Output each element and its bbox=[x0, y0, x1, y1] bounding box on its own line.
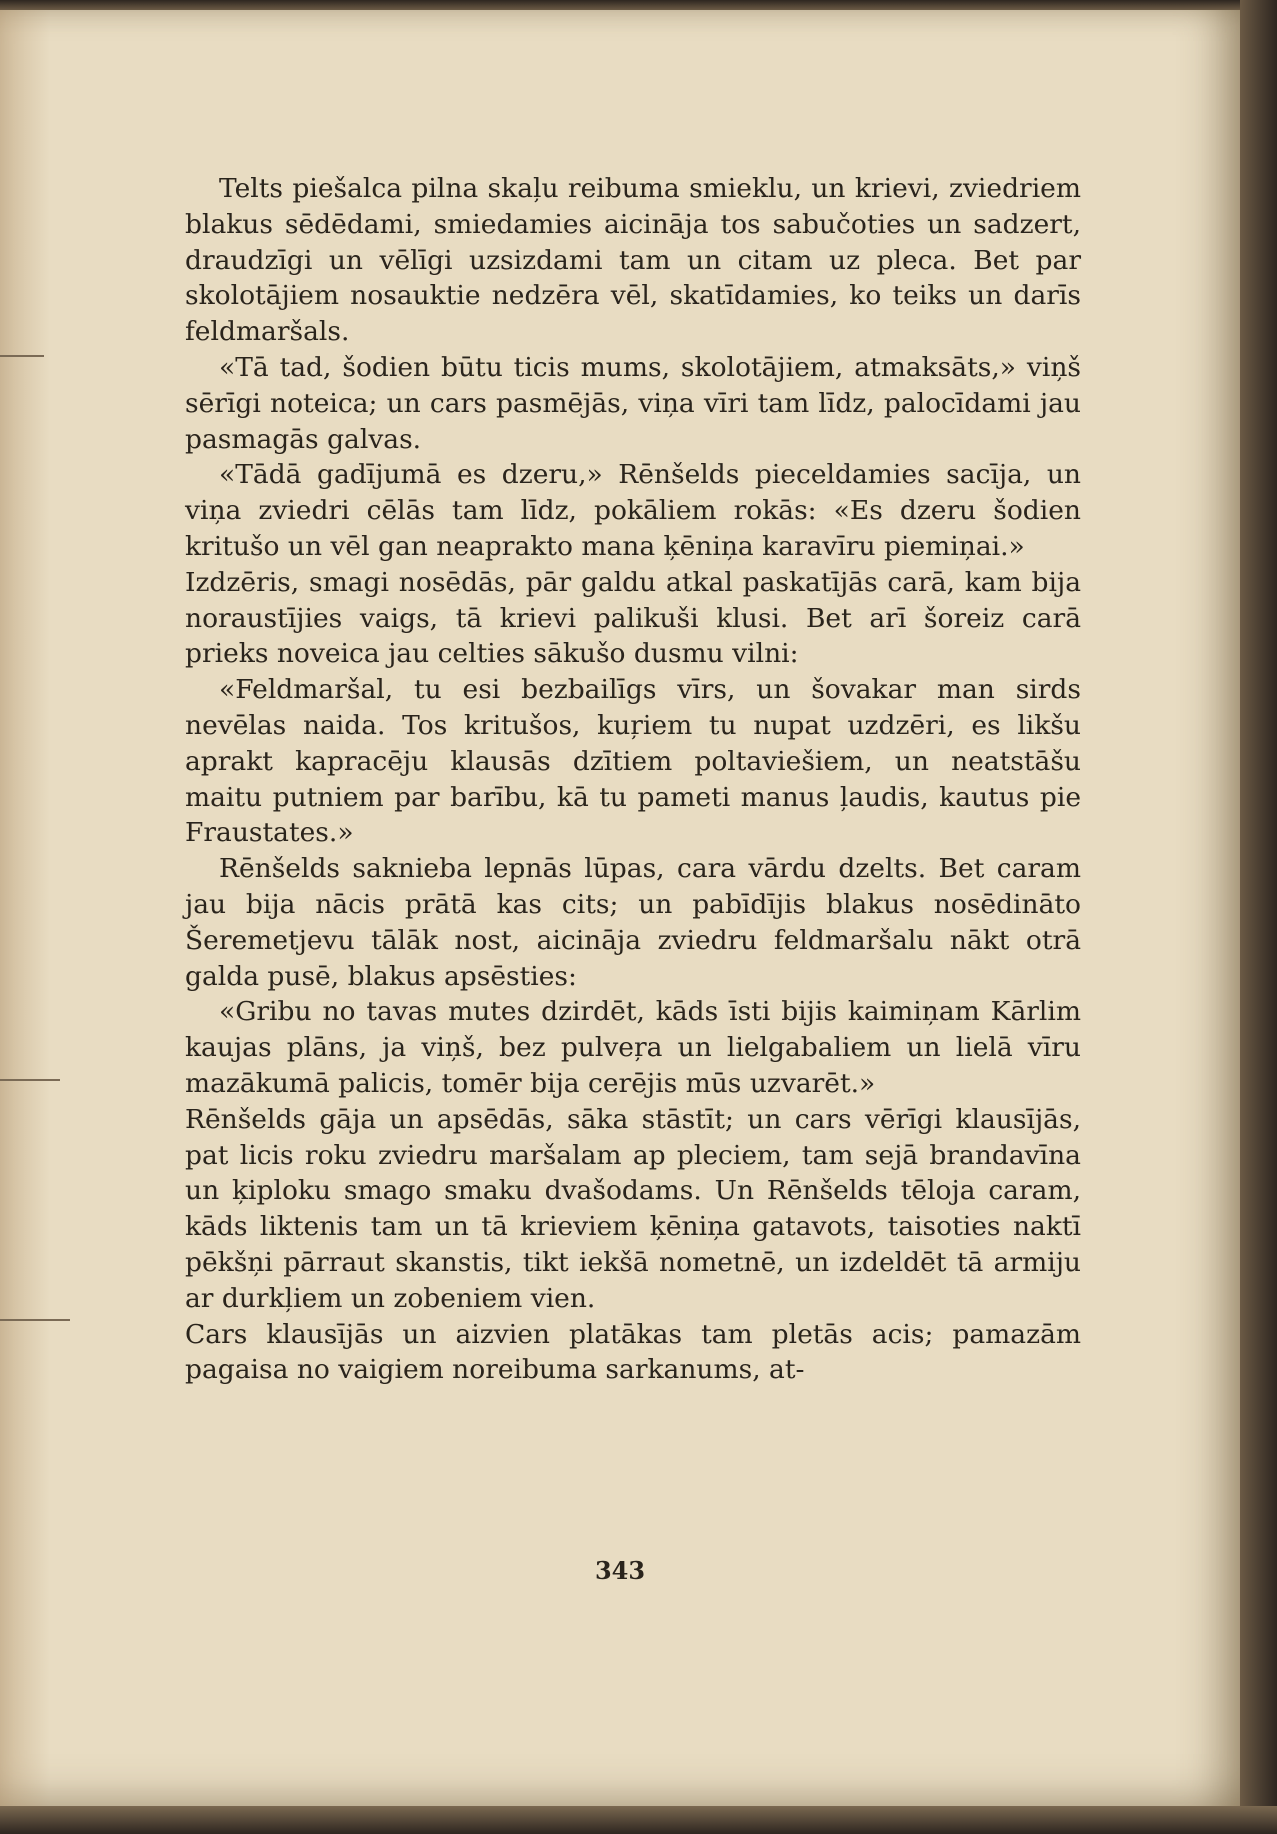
paper-page bbox=[0, 8, 1240, 1808]
paragraph: «Tādā gadījumā es dzeru,» Rēnšelds pieceldamies sacīja, un viņa zviedri cēlās tam līdz, pokāliem rokās: «Es dzeru šodien kritušo un vēl gan neaprakto mana ķēniņa karavīru piemiņai.» bbox=[185, 459, 1081, 562]
book-spine-edge bbox=[1240, 0, 1277, 1834]
paragraph: Rēnšelds gāja un apsēdās, sāka stāstīt; un cars vērīgi klausījās, pat licis roku zviedru maršalam ap pleciem, tam sejā brandavīna un ķiploku smago smaku dvašodams. Un Rēnšelds tēloja caram, kāds liktenis tam un tā krieviem ķēniņa gatavots, taisoties naktī pēkšņi pārraut skanstis, tikt iekšā nometnē, un izdeldēt tā armiju ar durkļiem un zobeniem vien. bbox=[185, 1103, 1081, 1314]
paragraph: Rēnšelds saknieba lepnās lūpas, cara vārdu dzelts. Bet caram jau bija nācis prātā kas cits; un pabīdījis blakus nosēdināto Šeremetjevu tālāk nost, aicināja zviedru feldmaršalu nākt otrā galda pusē, blakus apsēsties: bbox=[185, 853, 1081, 992]
paragraph: Telts piešalca pilna skaļu reibuma smieklu, un krievi, zviedriem blakus sēdēdami, smiedamies aicināja tos sabučoties un sadzert, draudzīgi un vēlīgi uzsizdami tam un citam uz pleca. Bet par skolotājiem nosauktie nedzēra vēl, skatīdamies, ko teiks un darīs feldmaršals. bbox=[185, 173, 1081, 348]
paragraph: «Feldmaršal, tu esi bezbailīgs vīrs, un šovakar man sirds nevēlas naida. Tos kritušos, kuŗiem tu nupat uzdzēri, es likšu aprakt kapracēju klausās dzītiem poltaviešiem, un neatstāšu maitu putniem par barību, kā tu pameti manus ļaudis, kautus pie Fraustates.» bbox=[185, 674, 1081, 849]
page-bottom-edge bbox=[0, 1806, 1277, 1834]
paragraph: Izdzēris, smagi nosēdās, pār galdu atkal paskatījās carā, kam bija noraustījies vaigs, tā krievi palikuši klusi. Bet arī šoreiz carā prieks noveica jau celties sākušo dusmu vilni: bbox=[185, 566, 1081, 670]
page-number: 343 bbox=[594, 1556, 646, 1585]
margin-mark bbox=[0, 1079, 60, 1081]
margin-mark bbox=[0, 355, 44, 357]
paragraph: «Gribu no tavas mutes dzirdēt, kāds īsti bijis kaimiņam Kārlim kaujas plāns, ja viņš, bez pulveŗa un lielgabaliem un lielā vīru mazākumā palicis, tomēr bija cerējis mūs uzvarēt.» bbox=[185, 996, 1081, 1099]
page-top-edge bbox=[0, 0, 1277, 10]
paragraph: «Tā tad, šodien būtu ticis mums, skolotājiem, atmaksāts,» viņš sērīgi noteica; un cars pasmējās, viņa vīri tam līdz, palocīdami jau pasmagās galvas. bbox=[185, 351, 1081, 455]
paragraph: Cars klausījās un aizvien platākas tam pletās acis; pamazām pagaisa no vaigiem noreibuma sarkanums, at- bbox=[185, 1318, 1081, 1386]
body-text bbox=[185, 171, 1081, 1388]
margin-mark bbox=[0, 1319, 70, 1321]
